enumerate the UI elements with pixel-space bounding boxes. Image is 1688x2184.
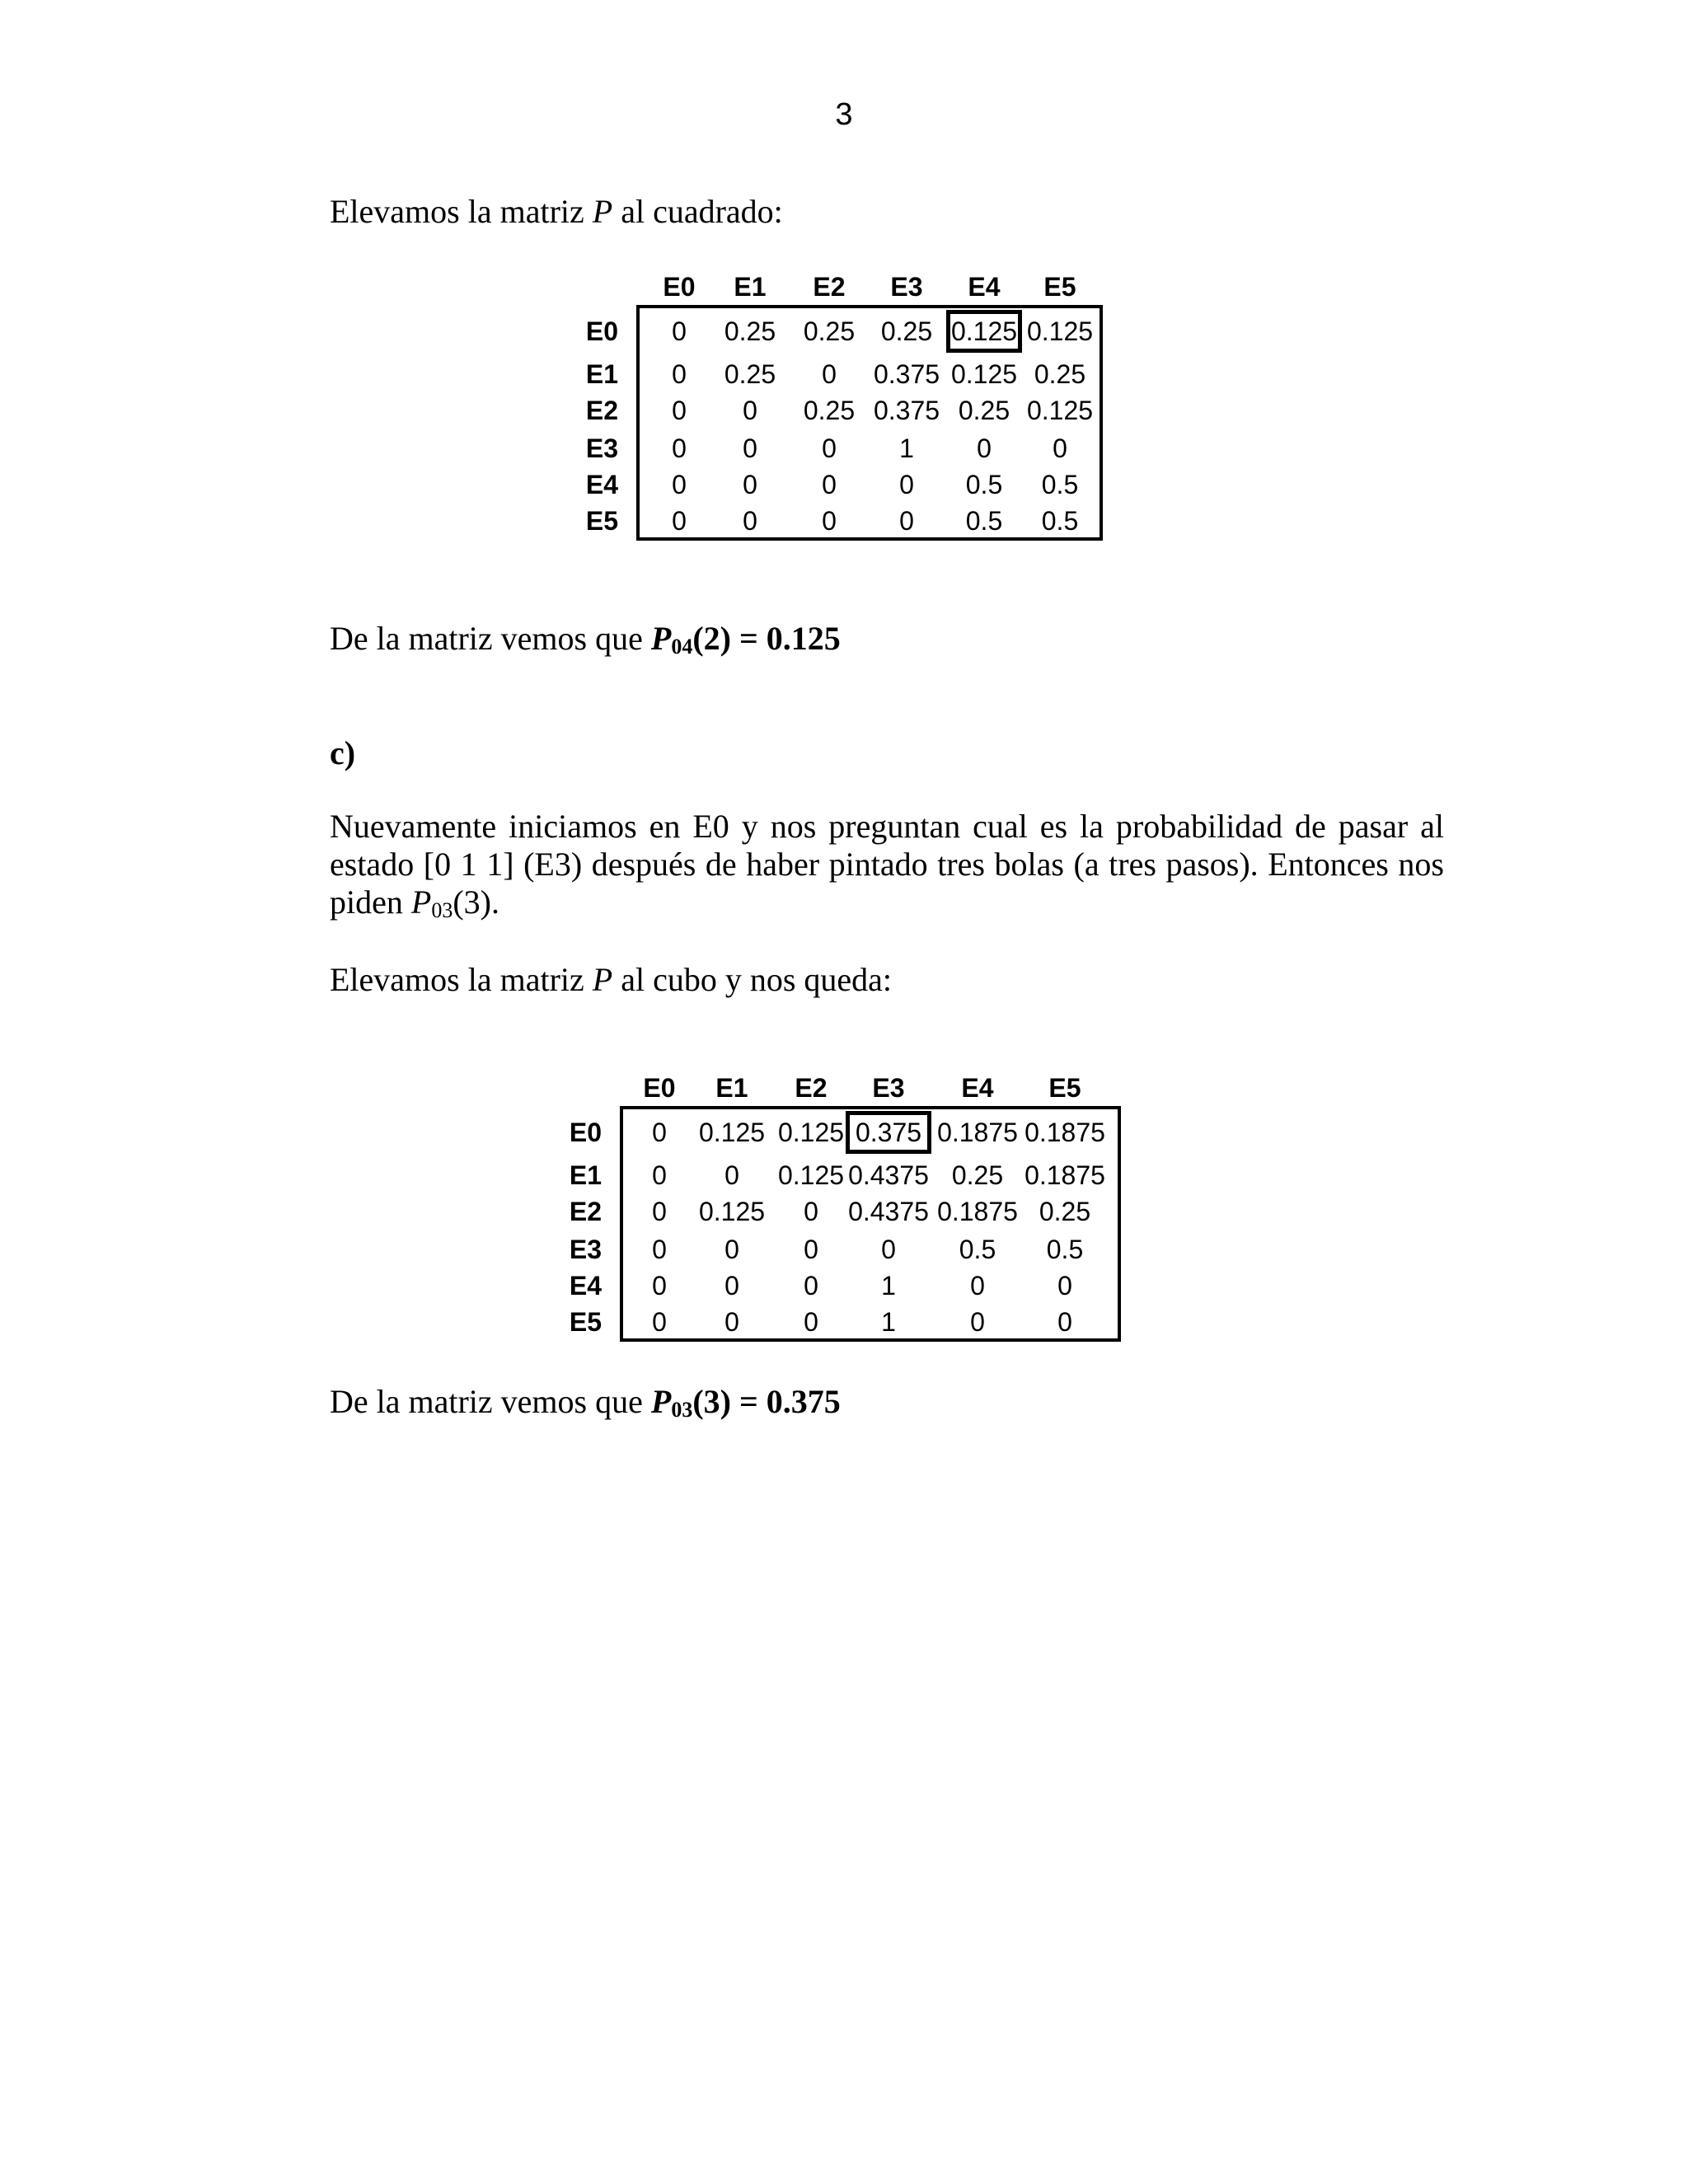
matrix-cell: 1	[899, 434, 914, 463]
matrix-cell: 0	[899, 506, 914, 536]
column-header: E0	[643, 1073, 676, 1103]
matrix-cell: 0	[899, 470, 914, 499]
highlight-box	[846, 1111, 931, 1154]
matrix-cell: 0.25	[958, 396, 1010, 425]
section-c-paragraph: Nuevamente iniciamos en E0 y nos preguntan cual es la probabilidad de pasar al estado [0 1 1] (E3) después de haber pintado tres bolas (a tres pasos). Entonces nos piden $P_{03}(3)$.	[330, 808, 1444, 923]
column-header: E2	[795, 1073, 828, 1103]
column-header: E1	[734, 272, 767, 302]
section-heading-c: c)	[330, 734, 356, 771]
row-header: E2	[585, 396, 618, 425]
matrix-cell: 0	[1053, 434, 1067, 463]
highlight-box	[946, 310, 1022, 353]
matrix-cell: 0.25	[951, 1160, 1004, 1190]
cube-intro-text: Elevamos la matriz P al cubo y nos queda:	[330, 961, 893, 998]
row-header: E0	[585, 316, 618, 346]
row-header: E5	[569, 1307, 602, 1337]
row-header: E0	[569, 1118, 602, 1147]
row-header: E5	[585, 506, 618, 536]
matrix-cell: 0.1875	[937, 1197, 1018, 1226]
matrix-cell: 0	[672, 434, 687, 463]
matrix-cell: 0	[672, 506, 687, 536]
matrix-cell: 0	[672, 316, 687, 346]
column-header: E2	[813, 272, 846, 302]
matrix-p-cubed	[552, 1070, 1129, 1342]
column-header: E3	[890, 272, 923, 302]
result-p04: De la matriz vemos que $P_{04}(2) = 0.125$	[330, 620, 841, 659]
matrix-cell: 0	[743, 434, 757, 463]
matrix-cell: 0.375	[873, 396, 940, 425]
matrix-cell: 1	[881, 1271, 896, 1301]
matrix-cell: 0	[743, 396, 757, 425]
matrix-cell: 0.125	[698, 1197, 766, 1226]
matrix-p-squared	[569, 269, 1104, 541]
matrix-cell: 0	[822, 470, 837, 499]
row-header: E1	[585, 359, 618, 389]
column-header: E5	[1048, 1073, 1081, 1103]
matrix-cell: 0.25	[803, 396, 856, 425]
page-number: 3	[835, 97, 853, 132]
matrix-cell: 0	[724, 1160, 739, 1190]
matrix-cell: 0.125	[1026, 316, 1094, 346]
matrix-cell: 0.25	[803, 316, 856, 346]
matrix-cell: 0	[881, 1235, 896, 1264]
matrix-cell: 0.1875	[1025, 1118, 1105, 1147]
matrix-cell: 0	[672, 470, 687, 499]
matrix-cell: 1	[881, 1307, 896, 1337]
matrix-cell: 0.125	[698, 1118, 766, 1147]
column-header: E4	[961, 1073, 994, 1103]
matrix-cell: 0.125	[777, 1160, 845, 1190]
matrix-cell: 0	[724, 1235, 739, 1264]
column-header: E5	[1043, 272, 1076, 302]
matrix-cell: 0	[804, 1271, 818, 1301]
matrix-cell: 0	[652, 1160, 667, 1190]
matrix-cell: 0.25	[1034, 359, 1086, 389]
row-header: E1	[569, 1160, 602, 1190]
matrix-cell: 0.1875	[1025, 1160, 1105, 1190]
matrix-border	[636, 305, 1103, 541]
matrix-cell: 0	[970, 1307, 985, 1337]
matrix-cell: 0	[804, 1197, 818, 1226]
matrix-cell: 0	[743, 506, 757, 536]
matrix-cell: 0.4375	[848, 1160, 929, 1190]
matrix-cell: 0.4375	[848, 1197, 929, 1226]
matrix-cell: 0	[822, 434, 837, 463]
matrix-cell: 0.125	[950, 316, 1018, 346]
matrix-cell: 0.5	[965, 506, 1003, 536]
row-header: E4	[569, 1271, 602, 1301]
matrix-cell: 0	[652, 1307, 667, 1337]
matrix-cell: 0.5	[1041, 506, 1079, 536]
square-intro-text: Elevamos la matriz P al cuadrado:	[330, 193, 783, 230]
matrix-cell: 0	[672, 396, 687, 425]
matrix-cell: 0.25	[724, 316, 776, 346]
matrix-cell: 0	[672, 359, 687, 389]
matrix-cell: 0	[822, 359, 837, 389]
column-header: E3	[872, 1073, 905, 1103]
matrix-cell: 0	[1057, 1271, 1072, 1301]
column-header: E1	[715, 1073, 748, 1103]
matrix-cell: 0	[743, 470, 757, 499]
matrix-cell: 0	[652, 1197, 667, 1226]
matrix-cell: 0	[724, 1307, 739, 1337]
matrix-cell: 0	[804, 1307, 818, 1337]
matrix-cell: 0.25	[724, 359, 776, 389]
row-header: E2	[569, 1197, 602, 1226]
matrix-cell: 0.1875	[937, 1118, 1018, 1147]
matrix-cell: 0.375	[855, 1118, 922, 1147]
matrix-cell: 0	[970, 1271, 985, 1301]
matrix-cell: 0.5	[1046, 1235, 1084, 1264]
result-p03: De la matriz vemos que $P_{03}(3) = 0.375$	[330, 1383, 841, 1422]
row-header: E3	[569, 1235, 602, 1264]
matrix-cell: 0.125	[1026, 396, 1094, 425]
matrix-cell: 0	[822, 506, 837, 536]
matrix-cell: 0.5	[959, 1235, 996, 1264]
column-header: E0	[663, 272, 696, 302]
row-header: E3	[585, 434, 618, 463]
matrix-cell: 0.25	[1039, 1197, 1091, 1226]
matrix-cell: 0	[804, 1235, 818, 1264]
row-header: E4	[585, 470, 618, 499]
column-header: E4	[968, 272, 1001, 302]
matrix-cell: 0	[652, 1271, 667, 1301]
matrix-cell: 0	[652, 1235, 667, 1264]
matrix-cell: 0.125	[777, 1118, 845, 1147]
matrix-cell: 0.5	[965, 470, 1003, 499]
matrix-cell: 0.125	[950, 359, 1018, 389]
matrix-cell: 0.5	[1041, 470, 1079, 499]
matrix-cell: 0	[724, 1271, 739, 1301]
matrix-cell: 0.25	[880, 316, 933, 346]
matrix-cell: 0	[977, 434, 992, 463]
matrix-cell: 0	[652, 1118, 667, 1147]
matrix-cell: 0	[1057, 1307, 1072, 1337]
matrix-cell: 0.375	[873, 359, 940, 389]
